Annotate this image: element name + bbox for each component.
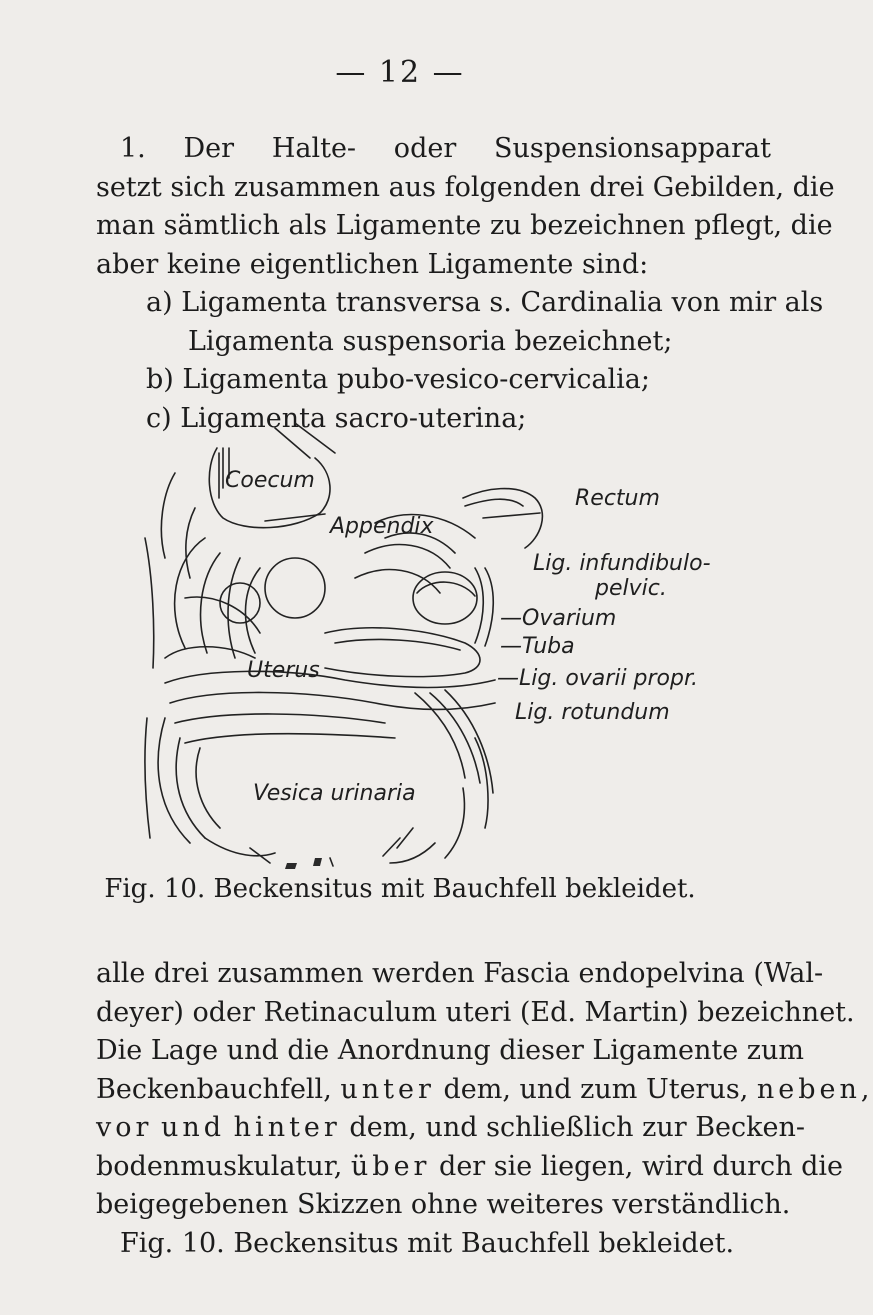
text-fragment: der sie liegen, wird durch die	[439, 1150, 844, 1182]
emphasis-hinter: hinter	[233, 1112, 341, 1143]
text-fragment: bodenmuskulatur,	[96, 1150, 343, 1182]
paragraph-2	[96, 955, 873, 1263]
text-line: setzt sich zusammen aus folgenden drei Gebilden, die	[96, 171, 835, 203]
anatomical-figure	[145, 418, 711, 873]
text-fragment: dem, und schließlich zur Becken-	[349, 1112, 806, 1143]
label-coecum: Coecum	[225, 468, 315, 493]
emphasis-vor: vor	[96, 1112, 153, 1143]
label-lig-ovarii: —Lig. ovarii propr.	[497, 666, 698, 691]
emphasis-neben: neben,	[756, 1073, 873, 1105]
text-line: aber keine eigentlichen Ligamente sind:	[96, 248, 649, 280]
text-line-mixed	[96, 1109, 806, 1148]
label-lig-infundibulo: Lig. infundibulo-	[533, 551, 711, 576]
label-lig-rotundum: Lig. rotundum	[515, 700, 670, 725]
label-ovarium: —Ovarium	[500, 606, 617, 631]
figure-caption: Fig. 10. Beckensitus mit Bauchfell bekleidet.	[104, 874, 696, 904]
paragraph-1	[96, 130, 835, 438]
text-line-mixed	[96, 1148, 844, 1187]
label-uterus: Uterus	[247, 658, 320, 683]
label-appendix: Appendix	[330, 514, 434, 539]
text-fragment: Beckenbauchfell,	[96, 1073, 332, 1105]
page-number: — 12 —	[335, 55, 465, 90]
text-line: deyer) oder Retinaculum uteri (Ed. Martin) bezeichnet.	[96, 996, 855, 1028]
text-line: Fig. 10. Beckensitus mit Bauchfell bekleidet.	[120, 1227, 735, 1259]
text-line: alle drei zusammen werden Fascia endopelvina (Wal-	[96, 958, 824, 989]
text-line: beigegebenen Skizzen ohne weiteres verständlich.	[96, 1189, 791, 1220]
text-line: 1. Der Halte- oder Suspensionsapparat	[120, 133, 771, 164]
list-item-a-cont: Ligamenta suspensoria bezeichnet;	[188, 325, 673, 357]
emphasis-ueber: über	[350, 1150, 431, 1182]
list-item-c: c) Ligamenta sacro-uterina;	[146, 402, 527, 434]
text-fragment: dem, und zum Uterus,	[443, 1073, 749, 1105]
text-line: Die Lage und die Anordnung dieser Ligamente zum	[96, 1035, 804, 1066]
label-vesica-urinaria: Vesica urinaria	[253, 781, 416, 806]
list-item-b: b) Ligamenta pubo-vesico-cervicalia;	[146, 364, 650, 395]
emphasis-unter: unter	[340, 1073, 435, 1105]
label-pelvic: pelvic.	[595, 576, 667, 601]
text-line: man sämtlich als Ligamente zu bezeichnen pflegt, die	[96, 210, 833, 241]
list-item-a: a) Ligamenta transversa s. Cardinalia von mir als	[146, 287, 824, 318]
label-rectum: Rectum	[575, 486, 660, 511]
emphasis-und: und	[161, 1112, 226, 1143]
label-tuba: —Tuba	[500, 634, 575, 659]
text-line-mixed	[96, 1071, 873, 1110]
